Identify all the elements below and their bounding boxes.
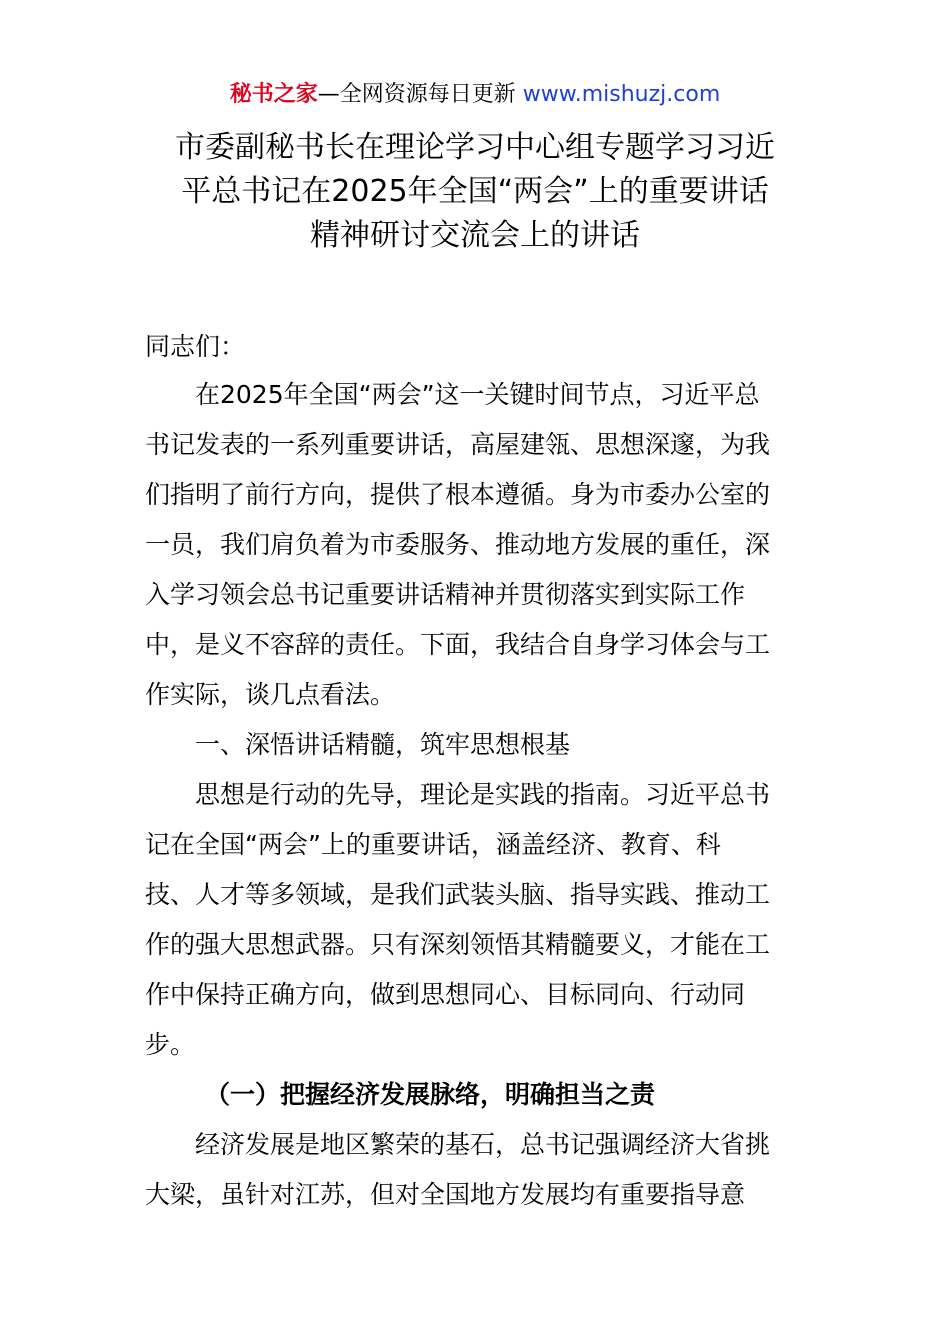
- subsection-heading: （一）把握经济发展脉络，明确担当之责: [205, 1080, 656, 1109]
- paragraph-line: 经济发展是地区繁荣的基石，总书记强调经济大省挑: [145, 1130, 771, 1159]
- paragraph-line: 一员，我们肩负着为市委服务、推动地方发展的重任，深: [145, 530, 771, 559]
- paragraph-section-one: [145, 770, 810, 1070]
- greeting: 同志们：: [145, 332, 246, 361]
- paragraph-line: 们指明了前行方向，提供了根本遵循。身为市委办公室的: [145, 480, 771, 509]
- paragraph-line: 记在全国“两会”上的重要讲话，涵盖经济、教育、科: [145, 830, 721, 859]
- site-header: [0, 80, 950, 110]
- site-url-link[interactable]: www.mishuzj.com: [522, 82, 721, 107]
- paragraph-line: 大梁，虽针对江苏，但对全国地方发展均有重要指导意: [145, 1180, 746, 1209]
- site-brand: 秘书之家: [229, 82, 318, 107]
- title-line: 平总书记在2025年全国“两会”上的重要讲话: [181, 174, 769, 209]
- paragraph-line: 入学习领会总书记重要讲话精神并贯彻落实到实际工作: [145, 580, 746, 609]
- paragraph-intro: [145, 370, 810, 720]
- paragraph-line: 中，是义不容辞的责任。下面，我结合自身学习体会与工: [145, 630, 771, 659]
- paragraph-line: 作的强大思想武器。只有深刻领悟其精髓要义，才能在工: [145, 930, 771, 959]
- paragraph-line: 作实际，谈几点看法。: [145, 680, 396, 709]
- paragraph-line: 在2025年全国“两会”这一关键时间节点，习近平总: [145, 380, 760, 409]
- paragraph-line: 思想是行动的先导，理论是实践的指南。习近平总书: [145, 780, 771, 809]
- paragraph-subsection-one: [145, 1120, 810, 1220]
- paragraph-line: 书记发表的一系列重要讲话，高屋建瓴、思想深邃，为我: [145, 430, 771, 459]
- paragraph-line: 作中保持正确方向，做到思想同心、目标同向、行动同: [145, 980, 746, 1009]
- paragraph-line: 步。: [145, 1030, 196, 1059]
- document-title: [120, 126, 830, 258]
- title-line: 精神研讨交流会上的讲话: [310, 218, 640, 253]
- paragraph-line: 技、人才等多领域，是我们武装头脑、指导实践、推动工: [145, 880, 771, 909]
- section-heading: 一、深悟讲话精髓，筑牢思想根基: [145, 730, 571, 759]
- site-tagline: —全网资源每日更新: [317, 82, 523, 107]
- title-line: 市委副秘书长在理论学习中心组专题学习习近: [175, 130, 775, 165]
